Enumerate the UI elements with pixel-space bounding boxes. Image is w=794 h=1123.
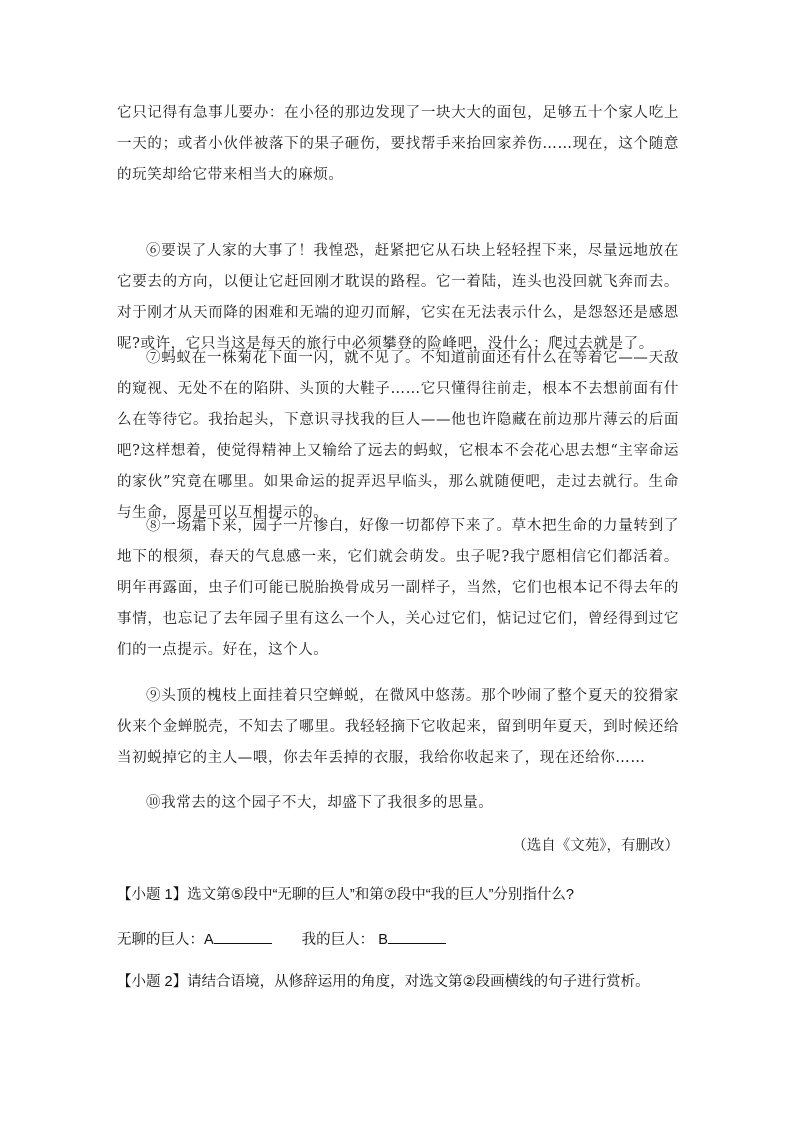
- paragraph-6: ⑥要误了人家的大事了！我惶恐，赶紧把它从石块上轻轻捏下来，尽量远地放在它要去的方向，以便让它赶回刚才耽误的路程。它一着陆，连头也没回就飞奔而去。对于刚才从天而降的困难和无端的迎刃而解，它实在无法表示什么，是怨怒还是感恩呢?或许，它只当这是每天的旅行中必须攀登的险峰吧，没什么；爬过去就是了。: [117, 243, 679, 352]
- paragraph-5-continued: 它只记得有急事儿要办：在小径的那边发现了一块大大的面包，足够五十个家人吃上一天的；或者小伙伴被落下的果子砸伤，要找帮手来抬回家养伤……现在，这个随意的玩笑却给它带来相当大的麻烦。: [117, 105, 679, 183]
- answer-label-a: 无聊的巨人：A: [117, 932, 214, 948]
- question-2: 【小题 2】请结合语境，从修辞运用的角度，对选文第②段画横线的句子进行赏析。: [117, 974, 650, 990]
- source-citation: （选自《文苑》，有删改）: [512, 838, 679, 854]
- answer-label-b: 我的巨人： B: [301, 932, 388, 948]
- paragraph-10: ⑩我常去的这个园子不大，却盛下了我很多的思量。: [146, 795, 494, 811]
- paragraph-9: ⑨头顶的槐枝上面挂着只空蝉蜕，在微风中悠荡。那个吵闹了整个夏天的狡猾家伙来个金蝉脱壳，不知去了哪里。我轻轻摘下它收起来，留到明年夏天，到时候还给当初蜕掉它的主人—喂，你去年丢掉的衣服，我给你收起来了，现在还给你……: [117, 688, 679, 766]
- paragraph-8: ⑧一场霜下来，园子一片惨白，好像一切都停下来了。草木把生命的力量转到了地下的根须，春天的气息感一来，它们就会萌发。虫子呢?我宁愿相信它们都活着。明年再露面，虫子们可能已脱胎换骨成另一副样子，当然，它们也根本记不得去年的事情，也忘记了去年园子里有这么一个人，关心过它们，惦记过它们，曾经得到过它们的一点提示。好在，这个人。: [117, 518, 679, 658]
- question-1-answers: [117, 928, 717, 952]
- answer-blank-a[interactable]: [214, 929, 272, 944]
- question-1: 【小题 1】选文第⑤段中“无聊的巨人”和第⑦段中“我的巨人”分别指什么?: [117, 887, 574, 903]
- paragraph-7: ⑦蚂蚁在一株菊花下面一闪，就不见了。不知道前面还有什么在等着它——天敌的窥视、无处不在的陷阱、头顶的大鞋子……它只懂得往前走，根本不去想前面有什么在等待它。我抬起头，下意识寻找我的巨人——他也许隐藏在前边那片薄云的后面吧?这样想着，使觉得精神上又输给了远去的蚂蚁，它根本不会花心思去想“主宰命运的家伙”究竟在哪里。如果命运的捉弄迟早临头，那么就随便吧，走过去就行。生命与生命，原是可以互相提示的。: [117, 350, 679, 521]
- answer-blank-b[interactable]: [388, 929, 446, 944]
